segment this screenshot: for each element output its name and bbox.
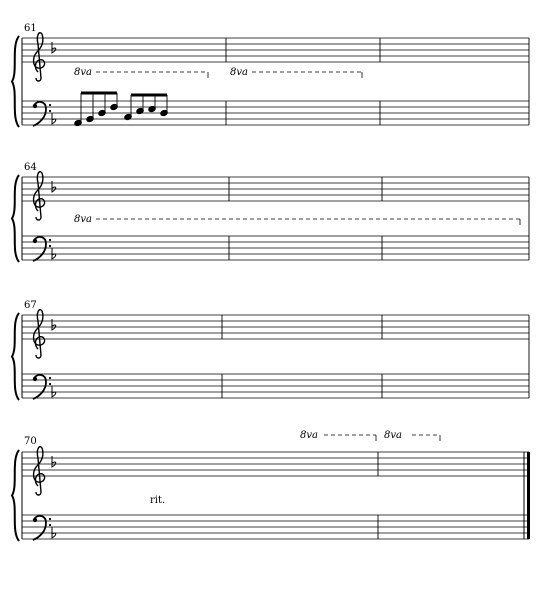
bass-clef-icon	[33, 239, 37, 243]
treble-clef-icon	[34, 310, 45, 358]
ottava-mark: 8va	[74, 67, 92, 78]
brace	[12, 36, 19, 127]
treble-clef-icon	[34, 172, 45, 220]
brace	[12, 313, 19, 400]
tempo-marking: rit.	[150, 495, 166, 506]
staff-system	[12, 310, 529, 400]
bass-clef-icon	[33, 104, 37, 108]
brace	[12, 450, 19, 541]
bass-clef-icon	[49, 377, 51, 379]
flat-sign-icon	[52, 527, 56, 538]
beamed-group	[124, 95, 168, 121]
staff-system	[12, 33, 529, 127]
ottava-mark: 8va	[384, 430, 402, 441]
ottava-mark: 8va	[74, 214, 92, 225]
measure-number: 67	[24, 300, 37, 311]
bass-clef-icon	[49, 518, 51, 520]
bass-clef-icon	[49, 245, 51, 247]
flat-sign-icon	[52, 113, 56, 124]
bass-clef-icon	[33, 377, 37, 381]
staff-system	[12, 447, 530, 541]
final-barline	[527, 452, 530, 539]
treble-clef-icon	[34, 33, 45, 81]
measure-number: 70	[24, 436, 37, 447]
bass-clef-icon	[49, 110, 51, 112]
staff-systems	[12, 33, 530, 541]
treble-clef-icon	[34, 447, 45, 495]
measure-number: 61	[24, 23, 37, 34]
bass-clef-icon	[49, 524, 51, 526]
measure-number: 64	[24, 162, 37, 173]
ottava-mark: 8va	[300, 430, 318, 441]
bass-clef-icon	[49, 383, 51, 385]
bass-clef-icon	[49, 104, 51, 106]
brace	[12, 175, 19, 262]
bass-clef-icon	[49, 239, 51, 241]
beamed-group	[74, 93, 118, 127]
flat-sign-icon	[52, 386, 56, 397]
note-layer	[74, 93, 168, 127]
bass-clef-icon	[33, 518, 37, 522]
ottava-mark: 8va	[230, 67, 248, 78]
flat-sign-icon	[52, 248, 56, 259]
